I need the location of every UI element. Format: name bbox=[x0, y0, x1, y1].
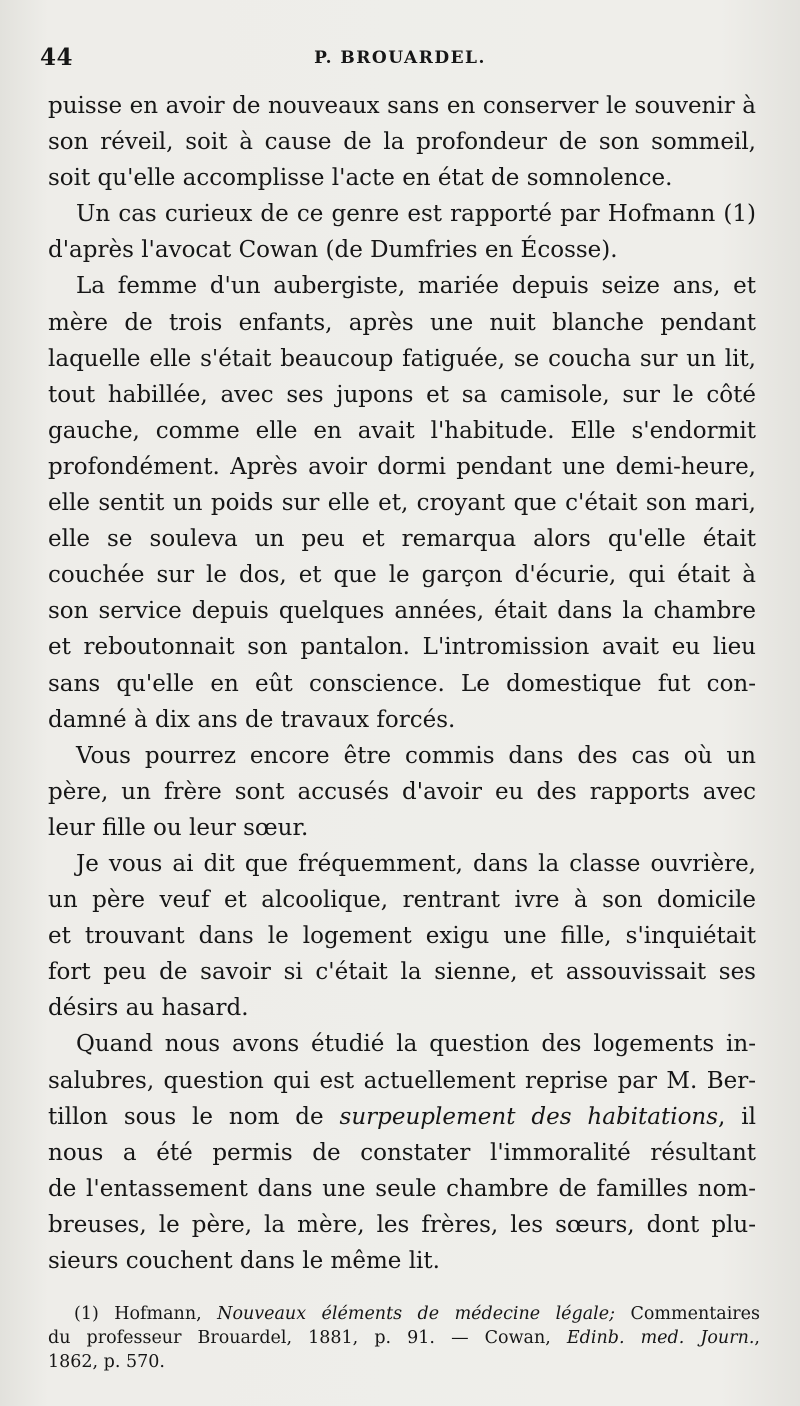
footnote-journal: Edinb. med. Journ. bbox=[566, 1328, 755, 1348]
italic-term: surpeuplement des habitations bbox=[339, 1103, 719, 1130]
text-line: profondément. Après avoir dormi pendant une demi-heure, bbox=[48, 453, 756, 480]
text-line: puisse en avoir de nouveaux sans en conserver le souvenir à bbox=[48, 93, 756, 119]
text-line: breuses, le père, la mère, les frères, les sœurs, dont plu- bbox=[48, 1211, 756, 1238]
body-text bbox=[48, 88, 756, 1279]
text-line: sieurs couchent dans le même lit. bbox=[48, 1248, 440, 1274]
text-line: désirs au hasard. bbox=[48, 995, 249, 1022]
footnote-title: Nouveaux éléments de médecine légale; bbox=[217, 1304, 616, 1324]
footnote-line bbox=[48, 1302, 760, 1326]
text-line: nous a été permis de constater l'immoralité résultant bbox=[48, 1139, 756, 1166]
text-line: soit qu'elle accomplisse l'acte en état de somnolence. bbox=[48, 165, 673, 192]
text-line: fort peu de savoir si c'était la sienne, et assouvissait ses bbox=[48, 959, 756, 986]
text-line: d'après l'avocat Cowan (de Dumfries en Écosse). bbox=[48, 237, 618, 264]
text-line: mère de trois enfants, après une nuit blanche pendant bbox=[48, 309, 756, 336]
page-number: 44 bbox=[40, 44, 74, 71]
text-segment: tillon sous le nom de bbox=[48, 1103, 340, 1130]
footnote bbox=[48, 1302, 760, 1374]
text-line: son service depuis quelques années, était dans la chambre bbox=[48, 598, 756, 625]
text-line: de l'entassement dans une seule chambre de familles nom- bbox=[48, 1175, 756, 1202]
footnote-line: 1862, p. 570. bbox=[48, 1352, 165, 1372]
text-line bbox=[48, 1099, 756, 1135]
text-line: gauche, comme elle en avait l'habitude. Elle s'endormit bbox=[48, 417, 756, 444]
text-line: et reboutonnait son pantalon. L'intromission avait eu lieu bbox=[48, 634, 756, 661]
text-line: damné à dix ans de travaux forcés. bbox=[48, 706, 456, 733]
text-line: elle se souleva un peu et remarqua alors qu'elle était bbox=[48, 526, 756, 553]
text-line: sans qu'elle en eût conscience. Le domestique fut con- bbox=[48, 670, 756, 697]
footnote-line bbox=[48, 1326, 760, 1350]
text-line: laquelle elle s'était beaucoup fatiguée, se coucha sur un lit, bbox=[48, 345, 756, 372]
text-line: Un cas curieux de ce genre est rapporté par Hofmann (1) bbox=[76, 201, 756, 228]
text-segment: , il bbox=[718, 1103, 756, 1130]
text-segment: , bbox=[754, 1328, 760, 1348]
text-line: Vous pourrez encore être commis dans des cas où un bbox=[76, 742, 756, 769]
text-segment: du professeur Brouardel, 1881, p. 91. — Cowan, bbox=[48, 1328, 567, 1348]
text-line: Je vous ai dit que fréquemment, dans la classe ouvrière, bbox=[76, 850, 756, 877]
text-line: père, un frère sont accusés d'avoir eu des rapports avec bbox=[48, 778, 756, 805]
text-line: La femme d'un aubergiste, mariée depuis seize ans, et bbox=[76, 273, 756, 300]
running-head bbox=[40, 44, 760, 74]
text-line: un père veuf et alcoolique, rentrant ivre à son domicile bbox=[48, 887, 756, 914]
text-line: elle sentit un poids sur elle et, croyant que c'était son mari, bbox=[48, 490, 756, 517]
text-line: Quand nous avons étudié la question des logements in- bbox=[76, 1031, 756, 1058]
text-line: et trouvant dans le logement exigu une fille, s'inquiétait bbox=[48, 923, 756, 950]
text-segment: Commentaires bbox=[615, 1304, 761, 1324]
text-line: son réveil, soit à cause de la profondeur de son sommeil, bbox=[48, 129, 756, 156]
text-line: leur fille ou leur sœur. bbox=[48, 814, 309, 841]
text-line: salubres, question qui est actuellement reprise par M. Ber- bbox=[48, 1067, 756, 1094]
text-line: couchée sur le dos, et que le garçon d'écurie, qui était à bbox=[48, 562, 756, 589]
text-line: tout habillée, avec ses jupons et sa camisole, sur le côté bbox=[48, 381, 756, 408]
footnote-marker: (1) Hofmann, bbox=[74, 1304, 218, 1324]
running-title: P. BROUARDEL. bbox=[314, 48, 486, 68]
